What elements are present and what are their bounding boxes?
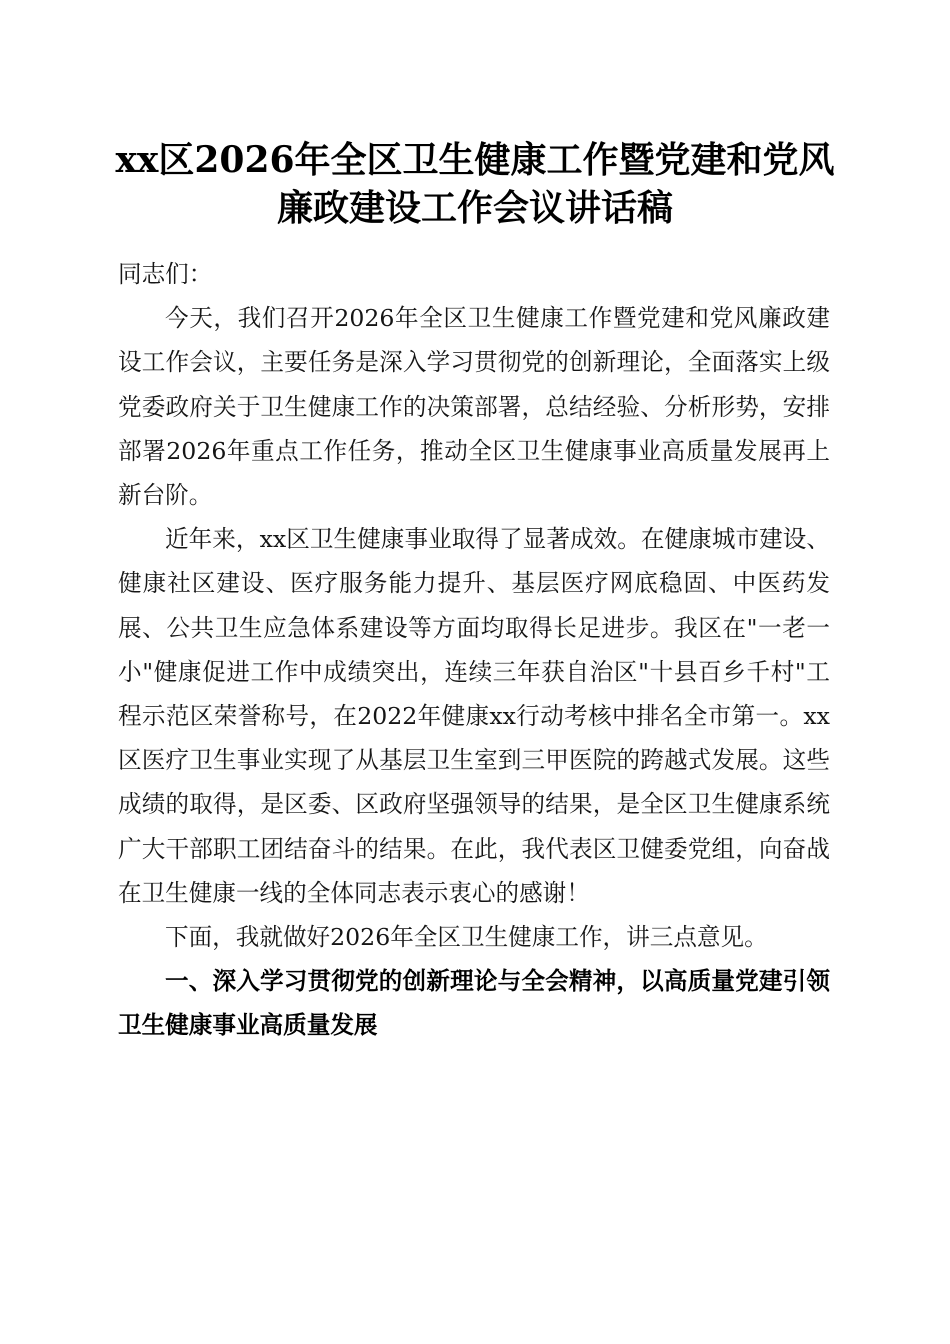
paragraph-achievements: 近年来，xx区卫生健康事业取得了显著成效。在健康城市建设、健康社区建设、医疗服务能力提升、基层医疗网底稳固、中医药发展、公共卫生应急体系建设等方面均取得长足进步。我区在"一老一小"健康促进工作中成绩突出，连续三年获自治区"十县百乡千村"工程示范区荣誉称号，在2022年健康xx行动考核中排名全市第一。xx区医疗卫生事业实现了从基层卫生室到三甲医院的跨越式发展。这些成绩的取得，是区委、区政府坚强领导的结果，是全区卫生健康系统广大干部职工团结奋斗的结果。在此，我代表区卫健委党组，向奋战在卫生健康一线的全体同志表示衷心的感谢！	[118, 525, 830, 907]
document-body	[118, 252, 830, 1048]
salutation: 同志们：	[118, 260, 213, 288]
title-line-2: 廉政建设工作会议讲话稿	[276, 187, 673, 229]
title-line-1: xx区2026年全区卫生健康工作暨党建和党风	[115, 139, 835, 181]
paragraph-transition: 下面，我就做好2026年全区卫生健康工作，讲三点意见。	[165, 923, 768, 952]
document-title	[100, 136, 850, 232]
section-heading: 一、深入学习贯彻党的创新理论与全会精神，以高质量党建引领卫生健康事业高质量发展	[118, 967, 830, 1040]
paragraph-opening: 今天，我们召开2026年全区卫生健康工作暨党建和党风廉政建设工作会议，主要任务是深入学习贯彻党的创新理论，全面落实上级党委政府关于卫生健康工作的决策部署，总结经验、分析形势，安排部署2026年重点工作任务，推动全区卫生健康事业高质量发展再上新台阶。	[118, 304, 830, 510]
